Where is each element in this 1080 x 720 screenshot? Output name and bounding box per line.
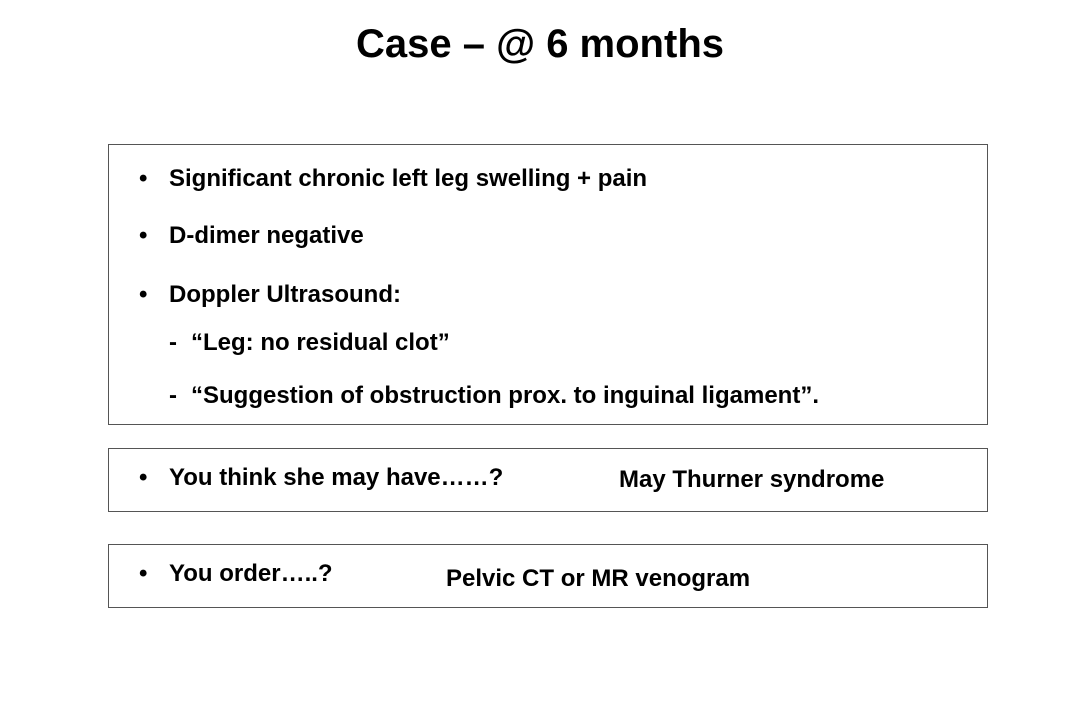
answer-text: Pelvic CT or MR venogram xyxy=(446,565,751,592)
bullet-marker: • xyxy=(139,222,148,249)
question-prompt: You think she may have……? xyxy=(169,464,504,491)
finding-item: D-dimer negative xyxy=(169,222,364,249)
question-box-diagnosis xyxy=(108,448,988,512)
dash-marker: - xyxy=(169,382,177,409)
finding-item: Doppler Ultrasound: xyxy=(169,281,401,308)
bullet-marker: • xyxy=(139,165,148,192)
answer-text: May Thurner syndrome xyxy=(619,466,885,493)
bullet-marker: • xyxy=(139,281,148,308)
finding-subitem: “Leg: no residual clot” xyxy=(191,329,450,356)
question-box-imaging xyxy=(108,544,988,608)
bullet-marker: • xyxy=(139,560,148,587)
dash-marker: - xyxy=(169,329,177,356)
bullet-marker: • xyxy=(139,464,148,491)
question-prompt: You order…..? xyxy=(169,560,333,587)
finding-item: Significant chronic left leg swelling + pain xyxy=(169,165,648,192)
finding-subitem: “Suggestion of obstruction prox. to inguinal ligament”. xyxy=(191,382,819,409)
findings-box xyxy=(108,144,988,425)
slide-title: Case – @ 6 months xyxy=(355,22,724,66)
